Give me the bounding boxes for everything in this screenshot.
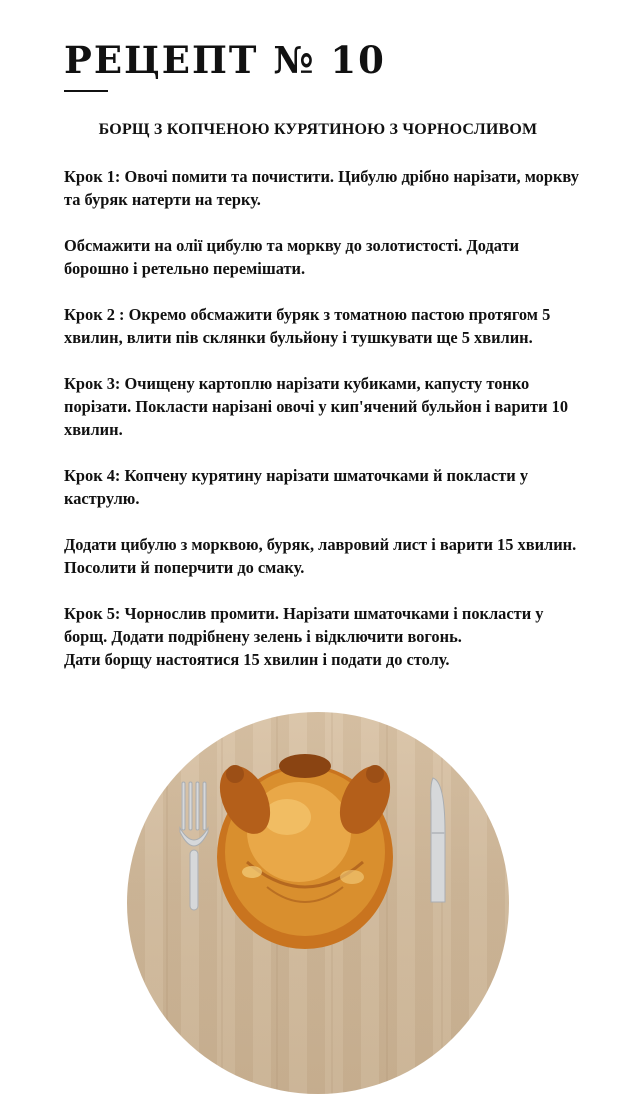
step-1-text: Крок 1: Овочі помити та почистити. Цибулю дрібно нарізати, моркву та буряк натерти на терку.	[64, 167, 579, 209]
recipe-steps	[64, 165, 579, 671]
step-3-text: Крок 3: Очищену картоплю нарізати кубиками, капусту тонко порізати. Покласти нарізані овочі у кип'ячений бульйон і варити 10 хвилин.	[64, 374, 569, 439]
step-5-text: Крок 5: Чорнослив промити. Нарізати шматочками і покласти у борщ. Додати подрібнену зелень і відключити вогонь.	[64, 604, 544, 646]
recipe-title: РЕЦЕПТ № 10	[64, 38, 386, 82]
fork-icon	[180, 782, 208, 910]
knife-icon	[431, 778, 445, 902]
dish-name: БОРЩ З КОПЧЕНОЮ КУРЯТИНОЮ З ЧОРНОСЛИВОМ	[98, 121, 538, 138]
serving-text: Дати борщу настоятися 15 хвилин і подати до столу.	[64, 650, 450, 669]
step-4-seasoning-text: Додати цибулю з морквою, буряк, лавровий лист і варити 15 хвилин. Посолити й поперчити до смаку.	[64, 535, 577, 577]
title-underline	[64, 90, 108, 92]
roast-chicken-photo	[127, 712, 509, 1094]
step-2-text: Крок 2 : Окремо обсмажити буряк з томатною пастою протягом 5 хвилин, влити пів склянки бульйону і тушкувати ще 5 хвилин.	[64, 305, 551, 347]
roast-chicken-illustration	[127, 712, 509, 1094]
step-1-frying-text: Обсмажити на олії цибулю та моркву до золотистості. Додати борошно і ретельно перемішати.	[64, 236, 520, 278]
step-4-text: Крок 4: Копчену курятину нарізати шматочками й покласти у каструлю.	[64, 466, 529, 508]
roast-chicken	[210, 754, 400, 949]
